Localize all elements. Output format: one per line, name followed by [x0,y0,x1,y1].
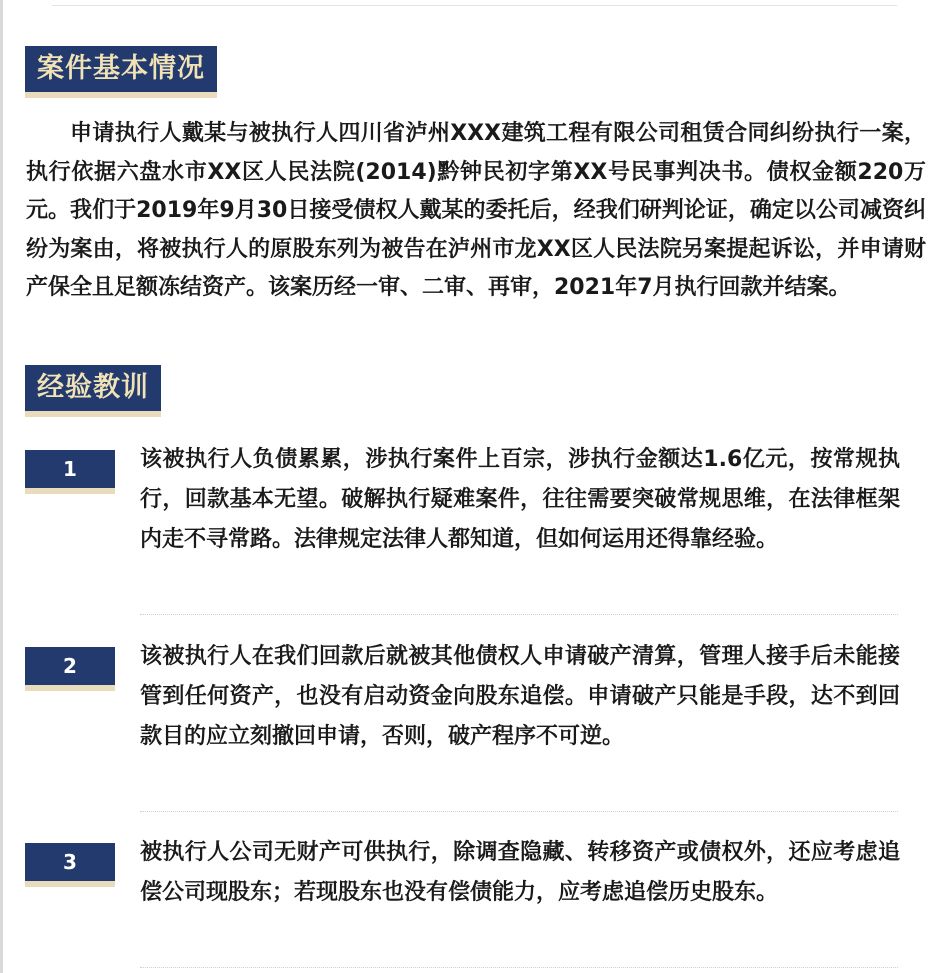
lesson-text: 该被执行人负债累累，涉执行案件上百宗，涉执行金额达1.6亿元，按常规执行，回款基本无望。破解执行疑难案件，往往需要突破常规思维，在法律框架内走不寻常路。法律规定法律人都知道，但如何运用还得靠经验。 [140,447,900,552]
section-title-case-basics: 案件基本情况 [25,46,217,98]
lesson-divider [140,811,898,812]
lesson-divider [140,967,898,968]
lesson-number-badge: 2 [25,647,115,691]
lesson-number-badge: 3 [25,843,115,887]
section-title-lessons: 经验教训 [25,365,161,417]
lesson-text: 该被执行人在我们回款后就被其他债权人申请破产清算，管理人接手后未能接管到任何资产，也没有启动资金向股东追偿。申请破产只能是手段，达不到回款目的应立刻撤回申请，否则，破产程序不可逆。 [140,644,900,749]
lesson-number-badge: 1 [25,450,115,494]
top-divider [52,5,897,6]
left-border-line [0,0,3,973]
lesson-text: 被执行人公司无财产可供执行，除调查隐藏、转移资产或债权外，还应考虑追偿公司现股东；若现股东也没有偿债能力，应考虑追偿历史股东。 [140,840,900,905]
lesson-divider [140,614,898,615]
case-summary-paragraph: 申请执行人戴某与被执行人四川省泸州XXX建筑工程有限公司租赁合同纠纷执行一案，执行依据六盘水市XX区人民法院(2014)黔钟民初字第XX号民事判决书。债权金额220万元。我们于2019年9月30日接受债权人戴某的委托后，经我们研判论证，确定以公司减资纠纷为案由，将被执行人的原股东列为被告在泸州市龙XX区人民法院另案提起诉讼，并申请财产保全且足额冻结资产。该案历经一审、二审、再审，2021年7月执行回款并结案。 [26,121,926,300]
